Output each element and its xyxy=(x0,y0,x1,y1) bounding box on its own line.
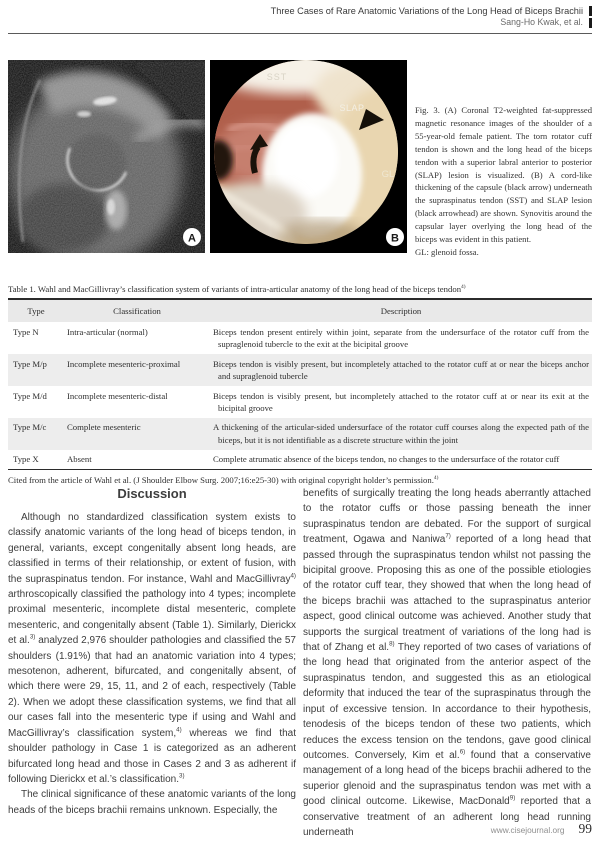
cell-description: Biceps tendon present entirely within joint, separate from the undersurface of the rotator cuff from the supraglenoid tubercle to the exit at the bicipital groove xyxy=(213,326,589,350)
discussion-paragraph: The clinical significance of these anatomic variants of the long heads of the biceps brachii remains unknown. Especially, the xyxy=(8,789,296,816)
cell-classification: Intra-articular (normal) xyxy=(67,326,148,337)
authors-line: Sang-Ho Kwak, et al. xyxy=(500,17,583,27)
cell-classification: Complete mesenteric xyxy=(67,422,141,433)
cell-type: Type M/c xyxy=(13,422,47,433)
panel-b-label xyxy=(386,228,404,246)
discussion-paragraph: Although no standardized classification system exists to classify anatomic variants of the long head of biceps tendon, in general, variants, except congenitally absent long heads, are classified in terms of their relationship, or extent of fusion, with the supraspinatus tendon. For instance, Wahl and MacGillivray$^{4)}$ arthroscopically classified the pathology into 4 types; incomplete proximal mesenteric, incomplete distal mesenteric, complete mesenteric, and congenitally absent (Table 1). Similarly, Dierickx et al.$^{3)}$ analyzed 2,976 shoulder pathologies and classified the 57 shoulders (1.91%) that had an anatomic variation into 4 types; mesotenon, adherent, bifurcated, and congenitally absent, of which there were 29, 15, 11, and 2 of each, respectively (Table 2). When we adopt these classification systems, we find that all our cases fall into the mesenteric type if using and Wahl and MacGillivray’s classification system,$^{4)}$ whereas we find that shoulder pathology in Case 1 is categorized as an adherent bifurcated long head and those in Cases 2 and 3 as adherent if following Dierickx et al.’s classification.$^{3)}$ xyxy=(8,512,297,785)
col-header-type: Type xyxy=(27,306,45,316)
page-number: 99 xyxy=(578,821,592,836)
cell-type: Type M/d xyxy=(13,390,47,401)
cell-type: Type X xyxy=(13,454,39,465)
table-row xyxy=(8,322,592,354)
sst-label: SST xyxy=(266,72,288,82)
cell-description: Complete atrumatic absence of the biceps tendon, no changes to the undersurface of the rotator cuff xyxy=(213,454,560,465)
discussion-paragraph: benefits of surgically treating the long heads aberrantly attached to the rotator cuffs or those passing beneath the inner supraspinatus tendon are debated. For the support of surgical treatment, Ogawa and Naniwa$^{7)}$ reported of a long head that passed through the supraspinatus tendon whilst not passing the bicipital groove. Proposing this as one of the possible etiologies of the rotator cuff tear, they showed that when the long head of the biceps brachii was attached to the supraspinatus anterior aspect, good clinical outcome was achieved. Another study that supports the surgical treatment of variations of the long had is that of Zhang et al.$^{8)}$ They reported of two cases of variations of the long head that originated from the anterior aspect of the supraspinatus tendon, and suggested this as an etiological deformity that induced the tear of the supraspinatus through the input of excessive tension. In accordance to their hypothesis, tenodesis of the biceps tendon of these two patients, which reduces the excess tension on the tendons, gave good clinical outcomes. Conversely, Kim et al.$^{6)}$ found that a conservative management of a long head of the biceps brachii adhered to the superior glenoid and the supraspinatus tendon was met with a good clinical outcome. Likewise, MacDonald$^{9)}$ reported that a conservative treatment of an adherent long head running underneath xyxy=(303,488,591,838)
cell-classification: Absent xyxy=(67,454,92,465)
table-row xyxy=(8,450,592,470)
discussion-left-column xyxy=(8,486,296,840)
gl-label: GL xyxy=(381,169,395,180)
discussion-heading: Discussion xyxy=(117,486,187,501)
svg-text:B: B xyxy=(391,232,399,245)
cell-type: Type N xyxy=(13,326,39,337)
cell-description: Biceps tendon is visibly present, but incompletely attached to the rotator cuff at or near its exit at the bicipital groove xyxy=(213,390,589,413)
table-header-row xyxy=(8,299,592,322)
cell-classification: Incomplete mesenteric-proximal xyxy=(67,358,181,369)
table-footnote: Cited from the article of Wahl et al. (J Shoulder Elbow Surg. 2007;16:e25-30) with original copyright holder’s permission.$^{4)}$ xyxy=(8,475,439,486)
cell-classification: Incomplete mesenteric-distal xyxy=(67,390,168,401)
running-title: Three Cases of Rare Anatomic Variations of the Long Head of Biceps Brachii xyxy=(270,6,583,16)
page-header xyxy=(8,5,592,34)
col-header-description: Description xyxy=(380,306,422,316)
table-title: Table 1. Wahl and MacGillivray’s classification system of variants of intra-articular anatomy of the long head of the biceps tendon$^{4)}$ xyxy=(8,284,466,294)
svg-text:A: A xyxy=(188,232,196,245)
journal-url: www.cisejournal.org xyxy=(490,825,565,835)
figure-caption xyxy=(415,104,592,259)
cell-type: Type M/p xyxy=(13,358,47,369)
panel-b-image xyxy=(210,60,407,253)
table-row xyxy=(8,386,592,418)
figure-caption-text: Fig. 3. (A) Coronal T2-weighted fat-suppressed magnetic resonance images of the shoulder of a 55-year-old female patient. The torn rotator cuff tendon is shown and the long head of the biceps tendon with a superior labral anterior to posterior (SLAP) lesion is visualized. (B) A cord-like thickening of the capsule (black arrow) underneath the supraspinatus tendon (SST) and SLAP lesion (black arrowhead) are shown. Synovitis around the capsular layer overlying the long head of the biceps was evident in this patient. xyxy=(415,105,592,245)
header-accent-bars xyxy=(589,6,592,30)
classification-table xyxy=(8,298,592,470)
panel-a-image xyxy=(8,60,205,253)
figure-panels xyxy=(8,60,407,253)
table-block xyxy=(8,284,592,486)
col-header-classification: Classification xyxy=(113,306,161,316)
panel-a-label xyxy=(183,228,201,246)
table-row xyxy=(8,354,592,386)
slap-label: SLAP xyxy=(339,103,365,113)
table-row xyxy=(8,418,592,450)
figure-caption-note: GL: glenoid fossa. xyxy=(415,246,479,257)
discussion-right-column xyxy=(303,486,591,840)
page-footer xyxy=(491,821,592,837)
cell-description: A thickening of the articular-sided undersurface of the rotator cuff courses along the expected path of the biceps, but it is not identifiable as a discrete structure within the joint xyxy=(213,422,589,445)
discussion-section xyxy=(8,486,592,840)
cell-description: Biceps tendon is visibly present, but incompletely attached to the rotator cuff at or near the biceps anchor and supraglenoid tubercle xyxy=(213,358,589,382)
